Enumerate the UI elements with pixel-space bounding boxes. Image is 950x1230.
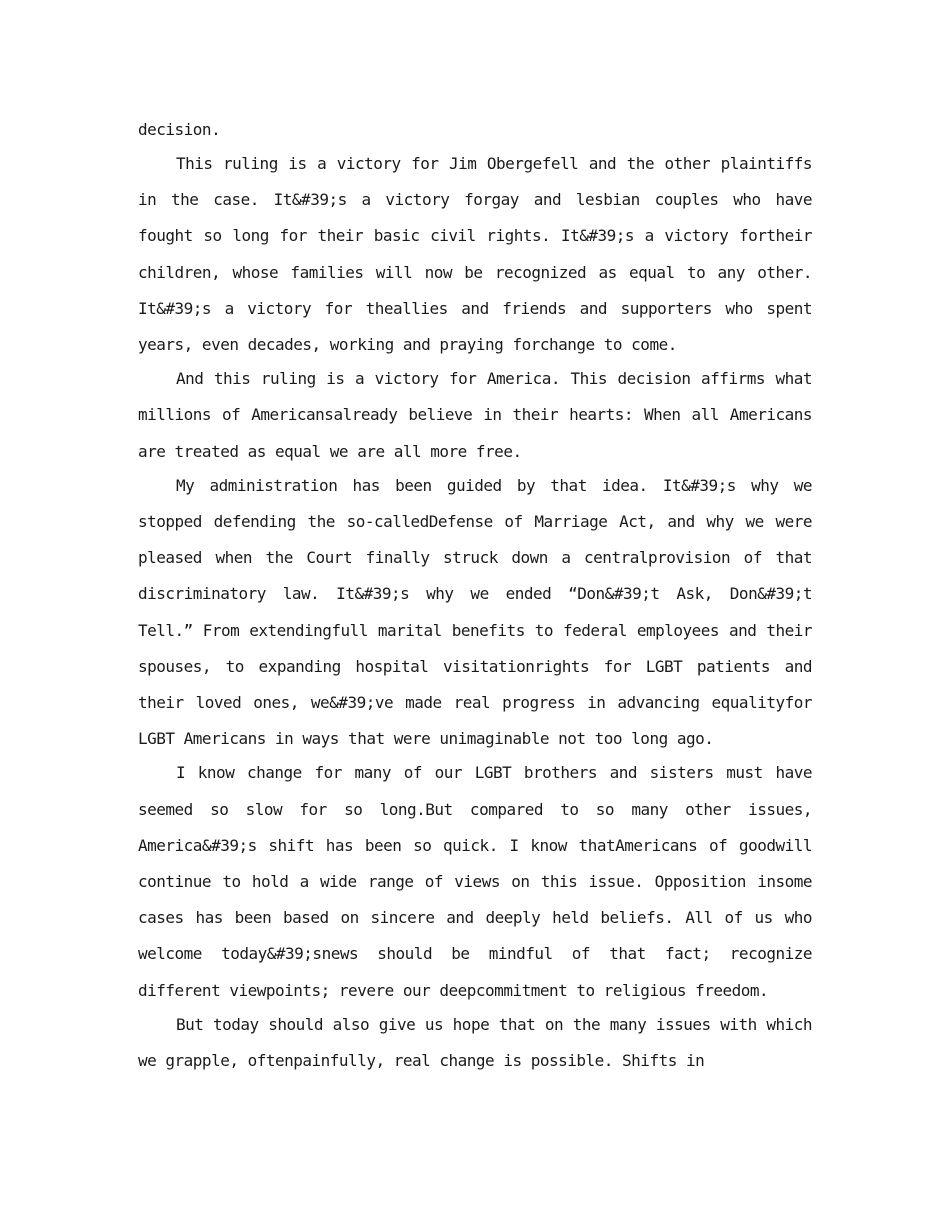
paragraph-change: I know change for many of our LGBT brothers and sisters must have seemed so slow for so long.But compared to so many other issues, America&#39;s shift has been so quick. I know thatAmericans of goodwill continue to hold a wide range of views on this issue. Opposition insome cases has been based on sincere and deeply held beliefs. All of us who welcome today&#39;snews should be mindful of that fact; recognize different viewpoints; revere our deepcommitment to religious freedom. <box>138 763 812 1000</box>
paragraph-hope: But today should also give us hope that on the many issues with which we grapple, oftenpainfully, real change is possible. Shifts in <box>138 1014 812 1071</box>
paragraph-continuation: decision. <box>138 120 221 139</box>
paragraph-administration: My administration has been guided by that idea. It&#39;s why we stopped defending the so-calledDefense of Marriage Act, and why we were pleased when the Court finally struck down a centralprovision of that discriminatory law. It&#39;s why we ended “Don&#39;t Ask, Don&#39;t Tell.” From extendingfull marital benefits to federal employees and their spouses, to expanding hospital visitationrights for LGBT patients and their loved ones, we&#39;ve made real progress in advancing equalityfor LGBT Americans in ways that were unimaginable not too long ago. <box>138 475 812 749</box>
paragraph-victory-plaintiffs: This ruling is a victory for Jim Obergefell and the other plaintiffs in the case. It&#39;s a victory forgay and lesbian couples who have fought so long for their basic civil rights. It&#39;s a victory fortheir children, whose families will now be recognized as equal to any other. It&#39;s a victory for theallies and friends and supporters who spent years, even decades, working and praying forchange to come. <box>138 154 812 355</box>
document-body <box>138 112 812 1077</box>
paragraph-victory-america: And this ruling is a victory for America. This decision affirms what millions of Americansalready believe in their hearts: When all Americans are treated as equal we are all more free. <box>138 369 812 461</box>
